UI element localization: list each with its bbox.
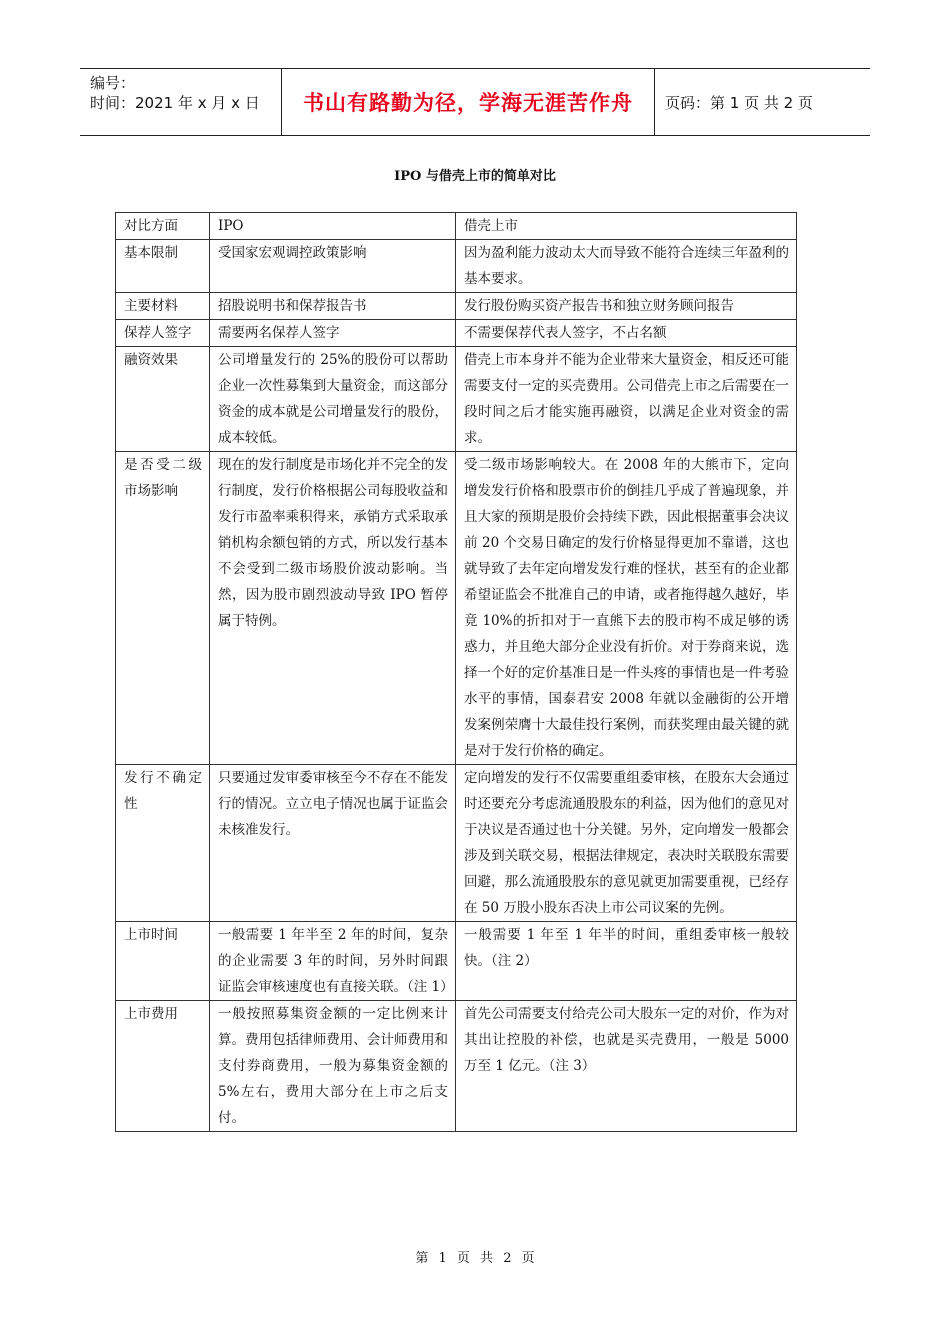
comparison-table	[115, 212, 797, 1132]
aspect-cell: 基本限制	[116, 240, 210, 293]
backdoor-listing-cell: 发行股份购买资产报告书和独立财务顾问报告	[456, 293, 797, 320]
aspect-cell: 发行不确定性	[116, 765, 210, 922]
table-row	[116, 320, 797, 347]
ipo-cell: 现在的发行制度是市场化并不完全的发行制度，发行价格根据公司每股收益和发行市盈率乘积得来，承销方式采取承销机构余额包销的方式，所以发行基本不会受到二级市场股价波动影响。当然，因为股市剧烈波动导致 IPO 暂停属于特例。	[210, 452, 456, 765]
table-header-row	[116, 213, 797, 240]
table-row	[116, 293, 797, 320]
document-date-label: 时间：2021 年 x 月 x 日	[90, 94, 260, 112]
ipo-cell: 只要通过发审委审核至今不存在不能发行的情况。立立电子情况也属于证监会未核准发行。	[210, 765, 456, 922]
backdoor-listing-cell: 首先公司需要支付给壳公司大股东一定的对价，作为对其出让控股的补偿，也就是买壳费用，一般是 5000 万至 1 亿元。（注 3）	[456, 1001, 797, 1132]
backdoor-listing-cell: 不需要保荐代表人签字，不占名额	[456, 320, 797, 347]
aspect-cell: 主要材料	[116, 293, 210, 320]
ipo-cell: 招股说明书和保荐报告书	[210, 293, 456, 320]
aspect-cell: 上市时间	[116, 922, 210, 1001]
ipo-cell: 受国家宏观调控政策影响	[210, 240, 456, 293]
ipo-cell: 一般需要 1 年半至 2 年的时间，复杂的企业需要 3 年的时间，另外时间跟证监会审核速度也有直接关联。（注 1）	[210, 922, 456, 1001]
ipo-cell: 需要两名保荐人签字	[210, 320, 456, 347]
aspect-cell: 上市费用	[116, 1001, 210, 1132]
table-row	[116, 922, 797, 1001]
backdoor-listing-cell: 因为盈利能力波动太大而导致不能符合连续三年盈利的基本要求。	[456, 240, 797, 293]
aspect-cell: 融资效果	[116, 347, 210, 452]
table-row	[116, 765, 797, 922]
table-row	[116, 240, 797, 293]
backdoor-listing-cell: 受二级市场影响较大。在 2008 年的大熊市下，定向增发发行价格和股票市价的倒挂几乎成了普遍现象，并且大家的预期是股价会持续下跌，因此根据董事会决议前 20 个交易日确定的发行价格显得更加不靠谱，这也就导致了去年定向增发发行难的怪状，甚至有的企业都希望证监会不批准自己的申请，或者拖得越久越好，毕竟 10%的折扣对于一直熊下去的股市构不成足够的诱惑力，并且绝大部分企业没有折价。对于券商来说，选择一个好的定价基准日是一件头疼的事情也是一件考验水平的事情，国泰君安 2008 年就以金融街的公开增发案例荣膺十大最佳投行案例，而获奖理由最关键的就是对于发行价格的确定。	[456, 452, 797, 765]
backdoor-listing-cell: 定向增发的发行不仅需要重组委审核，在股东大会通过时还要充分考虑流通股股东的利益，因为他们的意见对于决议是否通过也十分关键。另外，定向增发一般都会涉及到关联交易，根据法律规定，表决时关联股东需要回避，那么流通股股东的意见就更加需要重视，已经存在 50 万股小股东否决上市公司议案的先例。	[456, 765, 797, 922]
document-title: IPO 与借壳上市的简单对比	[394, 169, 556, 184]
aspect-cell: 保荐人签字	[116, 320, 210, 347]
aspect-cell: 是否受二级市场影响	[116, 452, 210, 765]
table-row	[116, 347, 797, 452]
ipo-cell: IPO	[210, 213, 456, 240]
header-meta	[80, 69, 281, 135]
ipo-cell: 公司增量发行的 25%的股份可以帮助企业一次性募集到大量资金，而这部分资金的成本就是公司增量发行的股份，成本较低。	[210, 347, 456, 452]
aspect-cell: 对比方面	[116, 213, 210, 240]
ipo-cell: 一般按照募集资金额的一定比例来计算。费用包括律师费用、会计师费用和支付券商费用，一般为募集资金额的 5%左右，费用大部分在上市之后支付。	[210, 1001, 456, 1132]
header-page-label: 页码：第 1 页 共 2 页	[665, 93, 813, 112]
page-header	[80, 68, 870, 136]
backdoor-listing-cell: 借壳上市	[456, 213, 797, 240]
document-number-label: 编号：	[90, 74, 136, 92]
backdoor-listing-cell: 借壳上市本身并不能为企业带来大量资金，相反还可能需要支付一定的买壳费用。公司借壳上市之后需要在一段时间之后才能实施再融资，以满足企业对资金的需求。	[456, 347, 797, 452]
page-footer: 第 1 页 共 2 页	[415, 1251, 535, 1266]
table-row	[116, 452, 797, 765]
header-motto: 书山有路勤为径，学海无涯苦作舟	[281, 69, 655, 135]
backdoor-listing-cell: 一般需要 1 年至 1 年半的时间，重组委审核一般较快。（注 2）	[456, 922, 797, 1001]
table-row	[116, 1001, 797, 1132]
